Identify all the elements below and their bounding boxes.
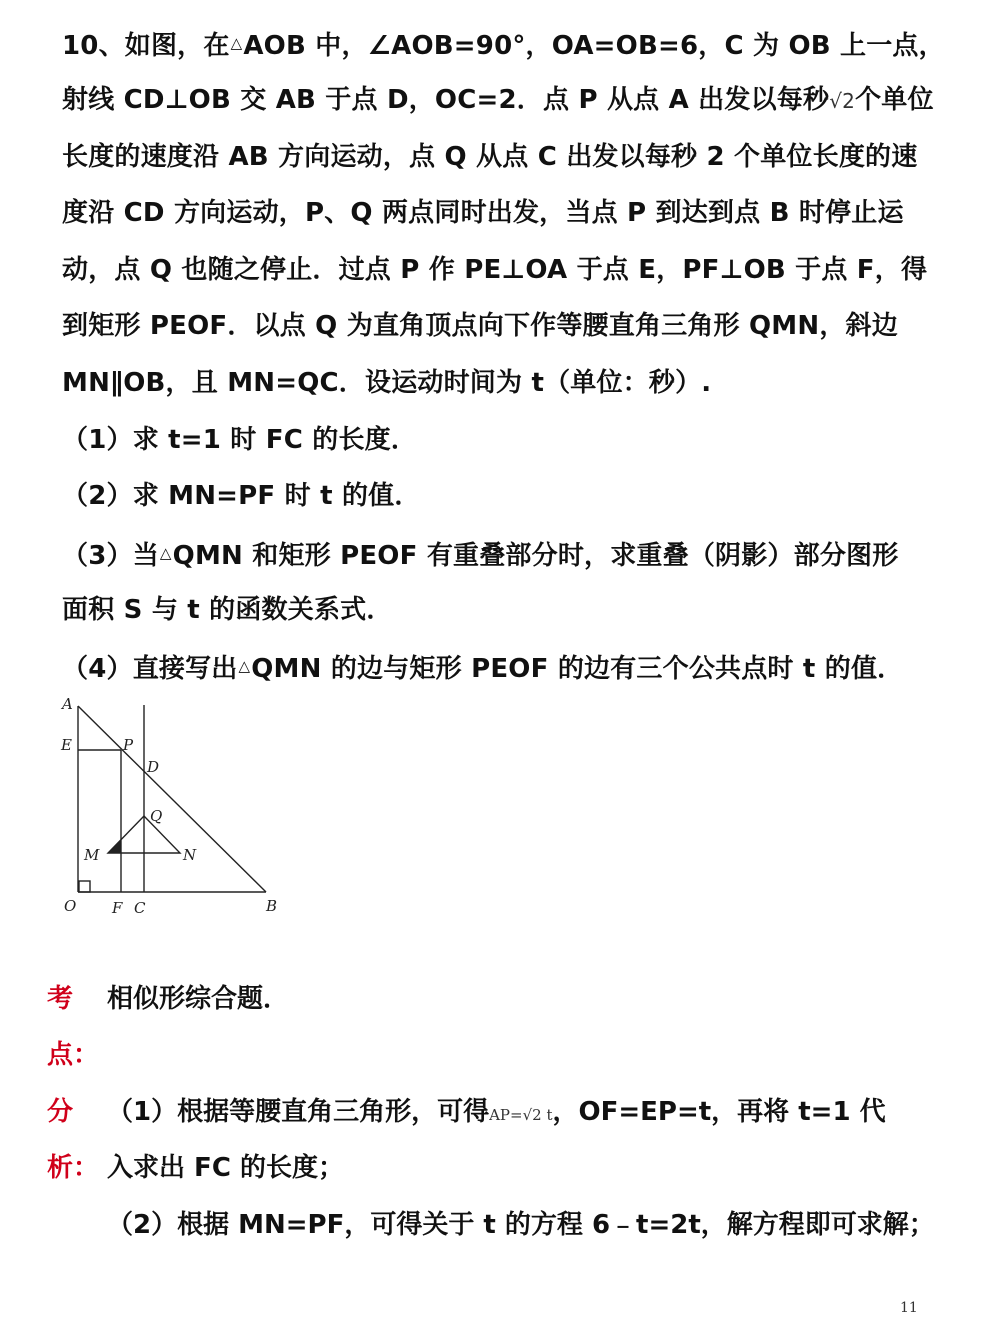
kaodian-heading-1: 考 — [47, 984, 74, 1014]
label-o: O — [64, 897, 77, 915]
page-number: 11 — [900, 1300, 918, 1316]
text: （3）当 — [62, 541, 159, 571]
triangle-symbol: △ — [238, 657, 251, 675]
question-3-line-1 — [62, 536, 898, 573]
label-q: Q — [150, 807, 163, 825]
problem-line-5: 动，点 Q 也随之停止．过点 P 作 PE⊥OA 于点 E，PF⊥OB 于点 F，得 — [62, 255, 928, 285]
geometry-figure — [55, 690, 295, 920]
problem-line-2 — [62, 83, 934, 118]
label-b: B — [266, 897, 278, 915]
triangle-symbol: △ — [230, 34, 243, 52]
fenxi-heading-1: 分 — [47, 1097, 74, 1127]
label-m: M — [84, 846, 100, 864]
label-p: P — [123, 736, 134, 754]
problem-line-7: MN∥OB，且 MN=QC．设运动时间为 t（单位：秒）. — [62, 368, 712, 398]
text: （1）根据等腰直角三角形，可得 — [107, 1097, 490, 1127]
problem-line-6: 到矩形 PEOF．以点 Q 为直角顶点向下作等腰直角三角形 QMN，斜边 — [62, 311, 898, 341]
label-d: D — [147, 758, 160, 776]
problem-line-4: 度沿 CD 方向运动，P、Q 两点同时出发，当点 P 到达到点 B 时停止运 — [62, 198, 904, 228]
analysis-line-1 — [107, 1095, 886, 1132]
text: 个单位 — [855, 85, 934, 115]
text: QMN 的边与矩形 PEOF 的边有三个公共点时 t 的值． — [251, 654, 904, 684]
triangle-symbol: △ — [159, 544, 172, 562]
fenxi-heading-2: 析： — [47, 1153, 100, 1183]
question-4 — [62, 649, 903, 686]
text: （4）直接写出 — [62, 654, 238, 684]
formula-ap: AP=√2 t — [489, 1106, 553, 1124]
label-e: E — [61, 736, 72, 754]
kaodian-heading-2: 点： — [47, 1040, 100, 1070]
text: AOB 中，∠AOB=90°，OA=OB=6，C 为 OB 上一点， — [243, 31, 945, 61]
sqrt-two: √2 — [829, 89, 856, 113]
analysis-line-3: （2）根据 MN=PF，可得关于 t 的方程 6﹣t=2t，解方程即可求解； — [107, 1210, 935, 1240]
kaodian-text: 相似形综合题． — [107, 984, 290, 1014]
problem-line-1 — [62, 26, 945, 63]
text: 10、如图，在 — [62, 31, 230, 61]
text: QMN 和矩形 PEOF 有重叠部分时，求重叠（阴影）部分图形 — [172, 541, 899, 571]
label-f: F — [112, 899, 123, 917]
label-a: A — [62, 695, 73, 713]
text: 射线 CD⊥OB 交 AB 于点 D，OC=2．点 P 从点 A 出发以每秒 — [62, 85, 830, 115]
segment-ab — [78, 706, 266, 892]
label-n: N — [183, 846, 197, 864]
question-3-line-2: 面积 S 与 t 的函数关系式． — [62, 595, 393, 625]
problem-line-3: 长度的速度沿 AB 方向运动，点 Q 从点 C 出发以每秒 2 个单位长度的速 — [62, 142, 918, 172]
text: ，OF=EP=t，再将 t=1 代 — [552, 1097, 886, 1127]
right-angle-mark — [79, 881, 90, 892]
label-c: C — [134, 899, 146, 917]
question-2: （2）求 MN=PF 时 t 的值． — [62, 481, 421, 511]
analysis-line-2: 入求出 FC 的长度； — [107, 1153, 344, 1183]
question-1: （1）求 t=1 时 FC 的长度． — [62, 425, 418, 455]
